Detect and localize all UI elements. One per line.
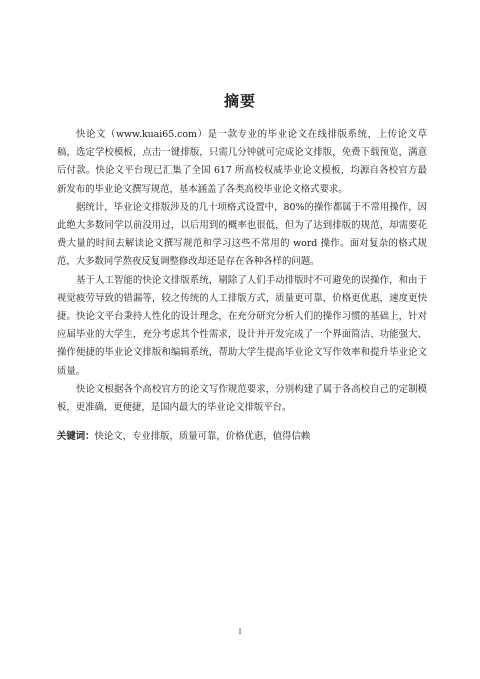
abstract-title: 摘要	[223, 92, 256, 110]
keywords-line	[57, 428, 427, 446]
abstract-paragraph-3: 基于人工智能的快论文排版系统，剔除了人们手动排版时不可避免的误操作，和由于视觉疲劳导致的错漏等，较之传统的人工排版方式，质量更可靠，价格更优惠，速度更快捷。快论文平台秉持人性化的设计理念，在充分研究分析人们的操作习惯的基础上，针对应届毕业的大学生，充分考虑其个性需求，设计并开发完成了一个界面简洁、功能强大、操作便捷的毕业论文排版和编辑系统，帮助大学生提高毕业论文写作效率和提升毕业论文质量。	[57, 274, 427, 377]
keywords-text: 快论文，专业排版，质量可靠，价格优惠，值得信赖	[94, 431, 311, 443]
keywords-label: 关键词：	[57, 431, 95, 443]
abstract-body	[57, 126, 427, 446]
abstract-paragraph-2: 据统计，毕业论文排版涉及的几十项格式设置中，80%的操作都属于不常用操作，因此绝大多数同学以前没用过，以后用到的概率也很低，但为了达到排版的规范，却需要花费大量的时间去解读论文撰写规范和学习这些不常用的 word 操作。面对复杂的格式规范，大多数同学熬夜反复调整修改却还是存在各种各样的问题。	[57, 201, 427, 268]
page-number: I	[238, 628, 242, 636]
abstract-paragraph-1: 快论文（www.kuai65.com）是一款专业的毕业论文在线排版系统，上传论文草稿，选定学校模板，点击一键排版，只需几分钟就可完成论文排版，免费下载预览，满意后付款。快论文平台现已汇集了全国 617 所高校权威毕业论文模板，均源自各校官方最新发布的毕业论文撰写规范，基本涵盖了各类高校毕业论文格式要求。	[57, 129, 427, 195]
abstract-paragraph-4: 快论文根据各个高校官方的论文写作规范要求，分别构建了属于各高校自己的定制模板，更准确，更便捷，是国内最大的毕业论文排版平台。	[57, 383, 427, 414]
